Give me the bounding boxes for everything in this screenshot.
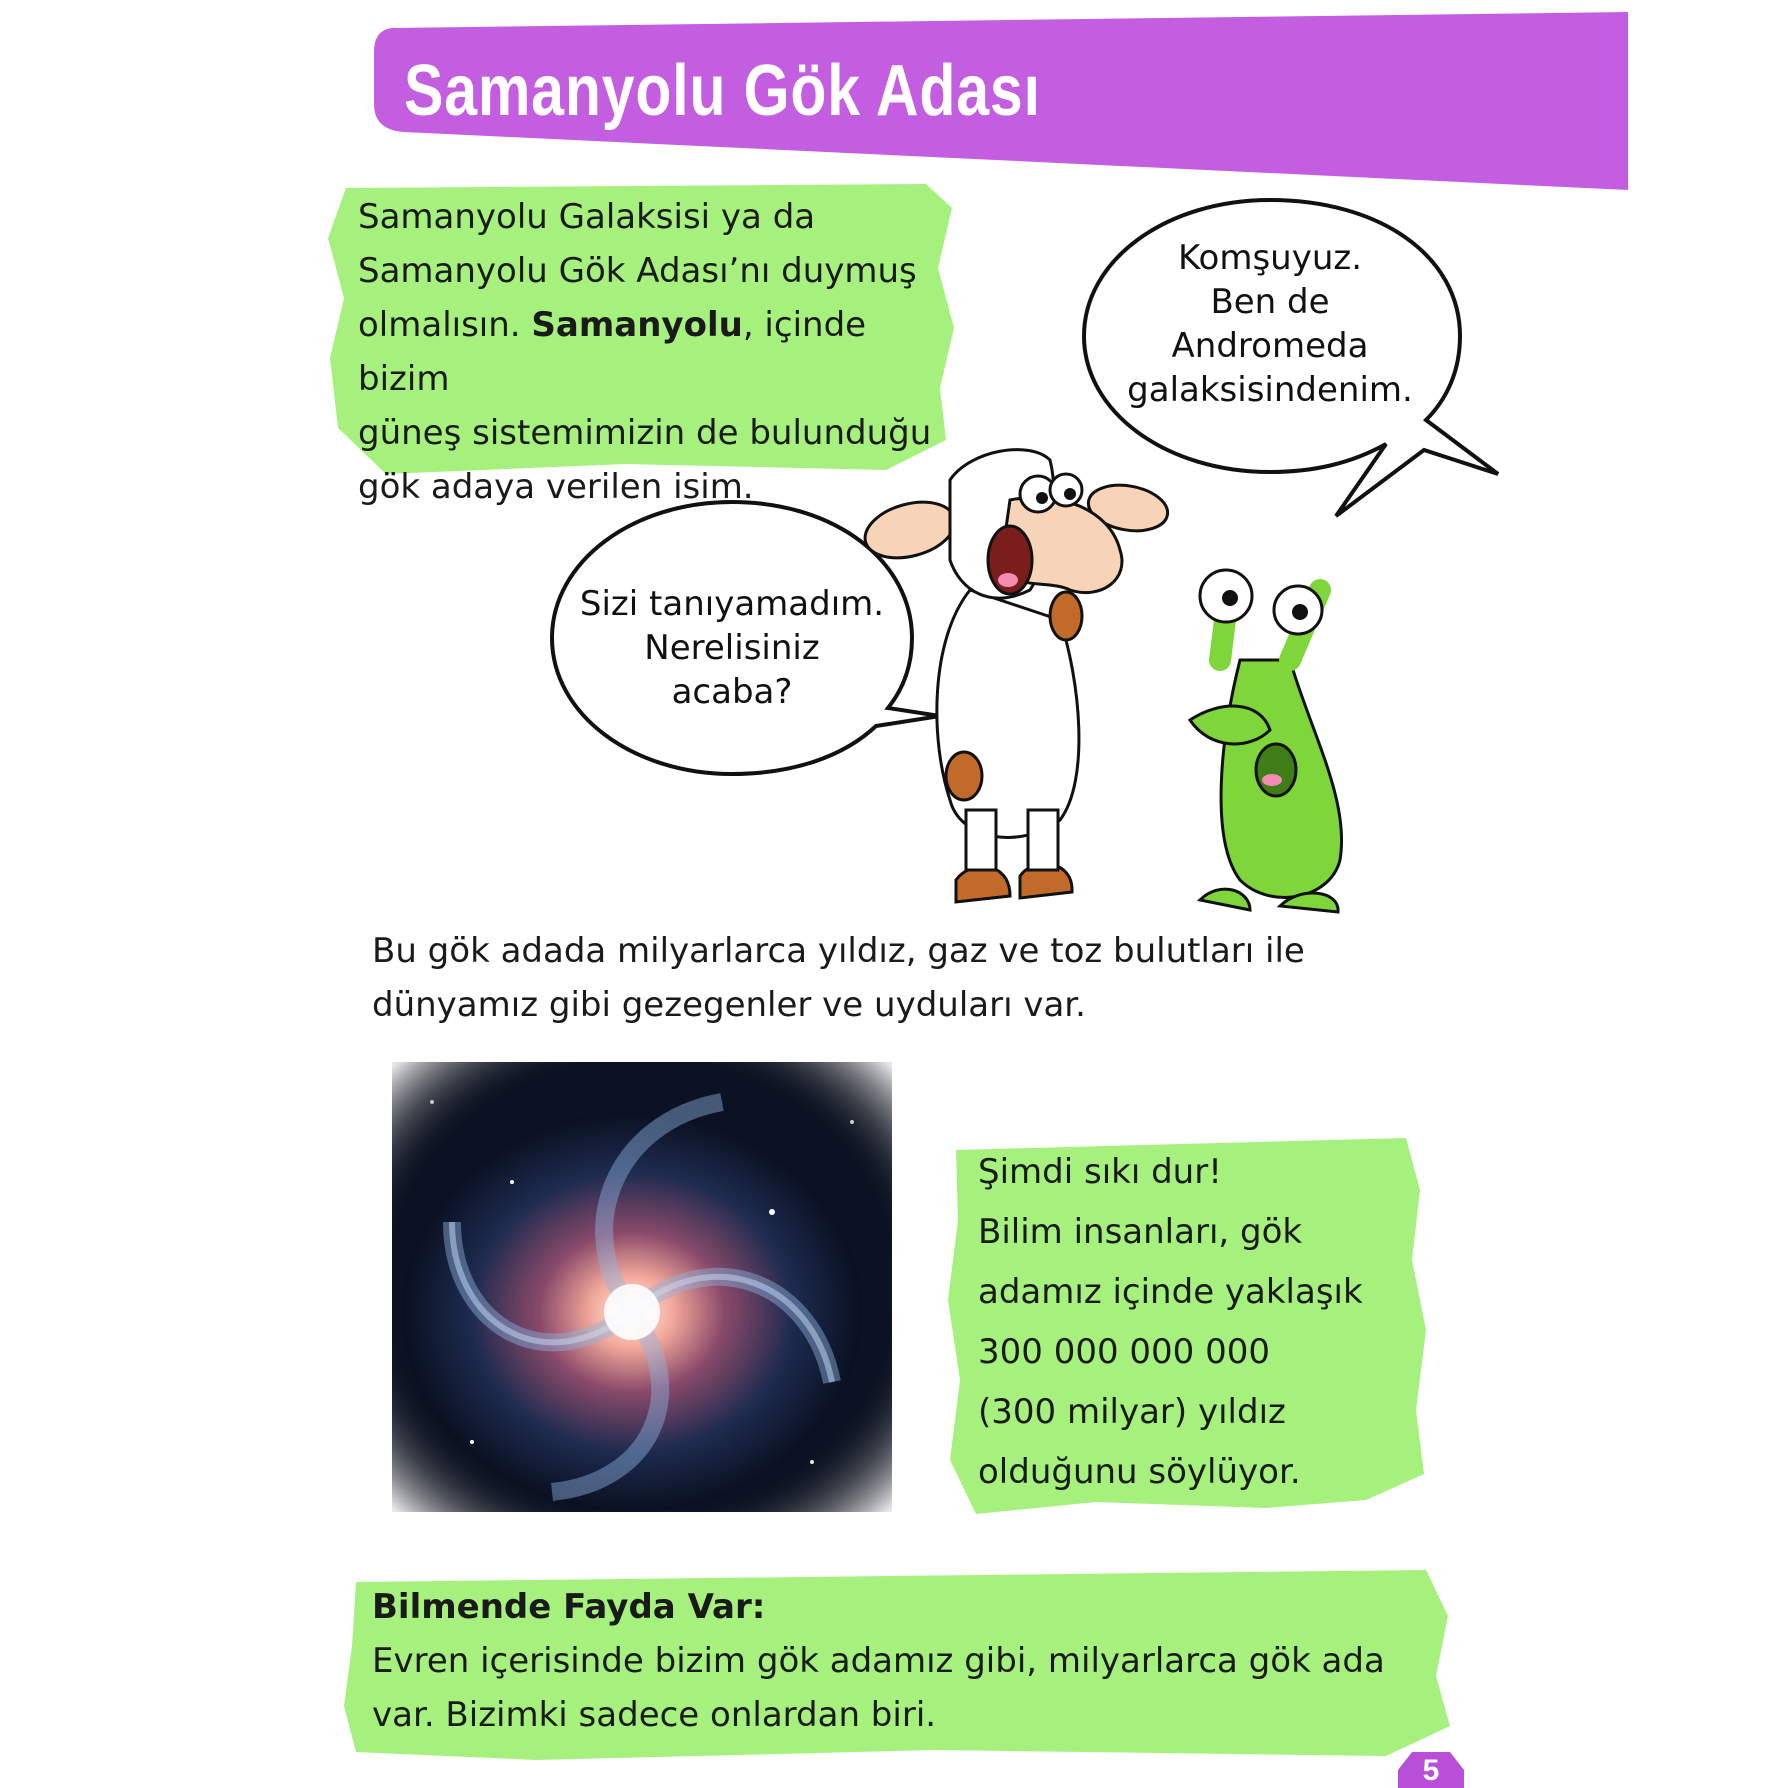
sheep-line-1: Sizi tanıyamadım. [579,584,885,624]
info-line-1: Evren içerisinde bizim gök adamız gibi, milyarlarca gök ada [372,1641,1385,1681]
alien-line-4: galaksisindenim. [1127,370,1413,410]
alien-character [1180,560,1360,920]
intro-line-5: gök adaya verilen isim. [358,467,754,507]
alien-line-2: Ben de [1210,282,1330,322]
info-text [372,1580,1452,1742]
page-number: 5 [1422,1754,1440,1787]
alien-line-1: Komşuyuz. [1177,238,1363,278]
fact-line-5: (300 milyar) yıldız [978,1392,1286,1432]
intro-line-2: Samanyolu Gök Adası’nı duymuş [358,251,917,291]
intro-line-3 [358,298,958,406]
intro-line-3-start: olmalısın. [358,305,532,345]
sheep-character [860,440,1170,920]
alien-speech-text [1080,236,1460,412]
info-heading: Bilmende Fayda Var: [372,1587,766,1627]
title-banner [374,12,1628,192]
intro-line-4: güneş sistemimizin de bulunduğu [358,413,932,453]
alien-speech-bubble [1080,196,1460,476]
middle-line-2: dünyamız gibi gezegenler ve uyduları var. [372,985,1086,1025]
fact-line-6: olduğunu söylüyor. [978,1452,1301,1492]
fact-line-1: Şimdi sıkı dur! [978,1152,1222,1192]
sheep-line-2: Nerelisiniz [644,628,820,668]
sheep-line-3: acaba? [671,672,793,712]
middle-paragraph [372,924,1472,1032]
page-title: Samanyolu Gök Adası [404,51,1041,131]
intro-bold-term: Samanyolu [531,305,743,345]
intro-line-3-end: , içinde bizim [358,305,867,399]
fact-text [978,1142,1418,1502]
galaxy-image [392,1062,892,1512]
info-line-2: var. Bizimki sadece onlardan biri. [372,1695,937,1735]
page-number-badge [1398,1752,1464,1788]
fact-line-2: Bilim insanları, gök [978,1212,1303,1252]
fact-line-3: adamız içinde yaklaşık [978,1272,1363,1312]
alien-line-3: Andromeda [1171,326,1369,366]
intro-line-1: Samanyolu Galaksisi ya da [358,197,816,237]
fact-line-4: 300 000 000 000 [978,1332,1271,1372]
middle-line-1: Bu gök adada milyarlarca yıldız, gaz ve toz bulutları ile [372,931,1305,971]
